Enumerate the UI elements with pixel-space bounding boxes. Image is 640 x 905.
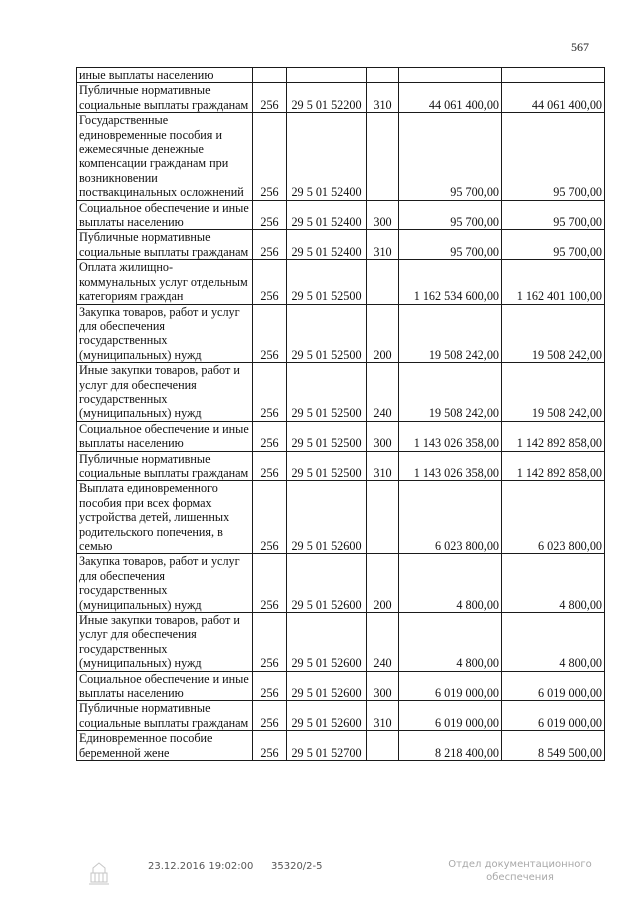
row-sum-2: 1 142 892 858,00 bbox=[502, 451, 605, 481]
row-sum-1: 1 143 026 358,00 bbox=[399, 451, 502, 481]
row-sum-1: 8 218 400,00 bbox=[399, 731, 502, 761]
table-row bbox=[77, 671, 605, 701]
row-sum-1: 95 700,00 bbox=[399, 113, 502, 200]
row-csr: 29 5 01 52600 bbox=[287, 613, 367, 672]
row-sum-1: 6 023 800,00 bbox=[399, 481, 502, 554]
row-code: 256 bbox=[253, 304, 287, 363]
row-sum-1: 19 508 242,00 bbox=[399, 363, 502, 422]
row-sum-2: 6 023 800,00 bbox=[502, 481, 605, 554]
row-name: Единовременное пособие беременной жене bbox=[77, 731, 253, 761]
row-name: иные выплаты населению bbox=[77, 68, 253, 83]
row-vr: 300 bbox=[367, 671, 399, 701]
table-row bbox=[77, 304, 605, 363]
row-name: Оплата жилищно-коммунальных услуг отдельным категориям граждан bbox=[77, 260, 253, 304]
row-sum-2: 4 800,00 bbox=[502, 554, 605, 613]
row-vr bbox=[367, 731, 399, 761]
row-name: Социальное обеспечение и иные выплаты населению bbox=[77, 671, 253, 701]
table-row bbox=[77, 83, 605, 113]
footer-stamp-text: Отдел документационного обеспечения bbox=[448, 859, 592, 883]
row-code: 256 bbox=[253, 200, 287, 230]
row-vr: 310 bbox=[367, 83, 399, 113]
table-row bbox=[77, 260, 605, 304]
row-code: 256 bbox=[253, 731, 287, 761]
row-vr bbox=[367, 68, 399, 83]
row-code: 256 bbox=[253, 113, 287, 200]
row-name: Закупка товаров, работ и услуг для обеспечения государственных (муниципальных) нужд bbox=[77, 554, 253, 613]
row-sum-1 bbox=[399, 68, 502, 83]
row-sum-2: 8 549 500,00 bbox=[502, 731, 605, 761]
row-name: Публичные нормативные социальные выплаты гражданам bbox=[77, 83, 253, 113]
table-row bbox=[77, 451, 605, 481]
budget-table-body bbox=[77, 68, 605, 761]
row-name: Иные закупки товаров, работ и услуг для обеспечения государственных (муниципальных) нужд bbox=[77, 363, 253, 422]
row-sum-1: 19 508 242,00 bbox=[399, 304, 502, 363]
row-code: 256 bbox=[253, 421, 287, 451]
table-row bbox=[77, 701, 605, 731]
row-sum-1: 44 061 400,00 bbox=[399, 83, 502, 113]
row-sum-1: 6 019 000,00 bbox=[399, 701, 502, 731]
page-footer bbox=[0, 856, 640, 896]
row-code bbox=[253, 68, 287, 83]
row-vr: 310 bbox=[367, 230, 399, 260]
row-vr: 310 bbox=[367, 701, 399, 731]
table-row bbox=[77, 554, 605, 613]
row-vr: 300 bbox=[367, 421, 399, 451]
row-name: Иные закупки товаров, работ и услуг для обеспечения государственных (муниципальных) нужд bbox=[77, 613, 253, 672]
row-name: Социальное обеспечение и иные выплаты населению bbox=[77, 200, 253, 230]
row-vr: 240 bbox=[367, 363, 399, 422]
row-sum-2: 6 019 000,00 bbox=[502, 671, 605, 701]
table-row bbox=[77, 481, 605, 554]
footer-doc-number: 35320/2-5 bbox=[271, 861, 323, 872]
table-row bbox=[77, 113, 605, 200]
row-name: Публичные нормативные социальные выплаты гражданам bbox=[77, 701, 253, 731]
row-name: Публичные нормативные социальные выплаты гражданам bbox=[77, 230, 253, 260]
row-csr: 29 5 01 52700 bbox=[287, 731, 367, 761]
row-vr bbox=[367, 481, 399, 554]
row-name: Социальное обеспечение и иные выплаты населению bbox=[77, 421, 253, 451]
row-csr: 29 5 01 52500 bbox=[287, 451, 367, 481]
row-sum-1: 4 800,00 bbox=[399, 613, 502, 672]
row-csr: 29 5 01 52600 bbox=[287, 701, 367, 731]
row-sum-2: 6 019 000,00 bbox=[502, 701, 605, 731]
row-sum-1: 95 700,00 bbox=[399, 200, 502, 230]
table-row bbox=[77, 230, 605, 260]
row-vr bbox=[367, 260, 399, 304]
row-csr: 29 5 01 52400 bbox=[287, 200, 367, 230]
row-sum-1: 95 700,00 bbox=[399, 230, 502, 260]
page-number: 567 bbox=[571, 40, 589, 54]
row-code: 256 bbox=[253, 554, 287, 613]
row-code: 256 bbox=[253, 701, 287, 731]
row-csr: 29 5 01 52600 bbox=[287, 671, 367, 701]
row-sum-2: 95 700,00 bbox=[502, 113, 605, 200]
footer-date: 23.12.2016 19:02:00 bbox=[148, 861, 254, 872]
budget-table bbox=[76, 67, 605, 761]
table-row bbox=[77, 363, 605, 422]
row-sum-2: 19 508 242,00 bbox=[502, 363, 605, 422]
row-csr: 29 5 01 52500 bbox=[287, 363, 367, 422]
row-code: 256 bbox=[253, 230, 287, 260]
row-sum-2: 44 061 400,00 bbox=[502, 83, 605, 113]
table-row bbox=[77, 68, 605, 83]
row-sum-2: 1 142 892 858,00 bbox=[502, 421, 605, 451]
table-row bbox=[77, 200, 605, 230]
row-vr: 300 bbox=[367, 200, 399, 230]
row-sum-1: 1 162 534 600,00 bbox=[399, 260, 502, 304]
row-name: Выплата единовременного пособия при всех формах устройства детей, лишенных родительского попечения, в семью bbox=[77, 481, 253, 554]
table-row bbox=[77, 421, 605, 451]
row-csr: 29 5 01 52400 bbox=[287, 230, 367, 260]
row-csr: 29 5 01 52200 bbox=[287, 83, 367, 113]
row-code: 256 bbox=[253, 481, 287, 554]
row-csr: 29 5 01 52400 bbox=[287, 113, 367, 200]
row-code: 256 bbox=[253, 451, 287, 481]
row-csr: 29 5 01 52600 bbox=[287, 554, 367, 613]
row-sum-1: 4 800,00 bbox=[399, 554, 502, 613]
row-code: 256 bbox=[253, 83, 287, 113]
table-row bbox=[77, 613, 605, 672]
emblem-icon bbox=[88, 862, 110, 886]
row-vr: 200 bbox=[367, 304, 399, 363]
row-vr bbox=[367, 113, 399, 200]
row-code: 256 bbox=[253, 363, 287, 422]
row-name: Публичные нормативные социальные выплаты гражданам bbox=[77, 451, 253, 481]
table-row bbox=[77, 731, 605, 761]
row-vr: 200 bbox=[367, 554, 399, 613]
row-sum-2 bbox=[502, 68, 605, 83]
row-sum-2: 95 700,00 bbox=[502, 200, 605, 230]
row-csr bbox=[287, 68, 367, 83]
row-sum-1: 6 019 000,00 bbox=[399, 671, 502, 701]
row-code: 256 bbox=[253, 260, 287, 304]
row-vr: 240 bbox=[367, 613, 399, 672]
row-name: Государственные единовременные пособия и ежемесячные денежные компенсации гражданам при возникновении поствакцинальных осложнений bbox=[77, 113, 253, 200]
row-code: 256 bbox=[253, 671, 287, 701]
row-vr: 310 bbox=[367, 451, 399, 481]
row-csr: 29 5 01 52600 bbox=[287, 481, 367, 554]
row-name: Закупка товаров, работ и услуг для обеспечения государственных (муниципальных) нужд bbox=[77, 304, 253, 363]
row-code: 256 bbox=[253, 613, 287, 672]
row-sum-2: 1 162 401 100,00 bbox=[502, 260, 605, 304]
row-sum-1: 1 143 026 358,00 bbox=[399, 421, 502, 451]
row-sum-2: 95 700,00 bbox=[502, 230, 605, 260]
row-csr: 29 5 01 52500 bbox=[287, 421, 367, 451]
row-csr: 29 5 01 52500 bbox=[287, 304, 367, 363]
row-csr: 29 5 01 52500 bbox=[287, 260, 367, 304]
row-sum-2: 4 800,00 bbox=[502, 613, 605, 672]
row-sum-2: 19 508 242,00 bbox=[502, 304, 605, 363]
